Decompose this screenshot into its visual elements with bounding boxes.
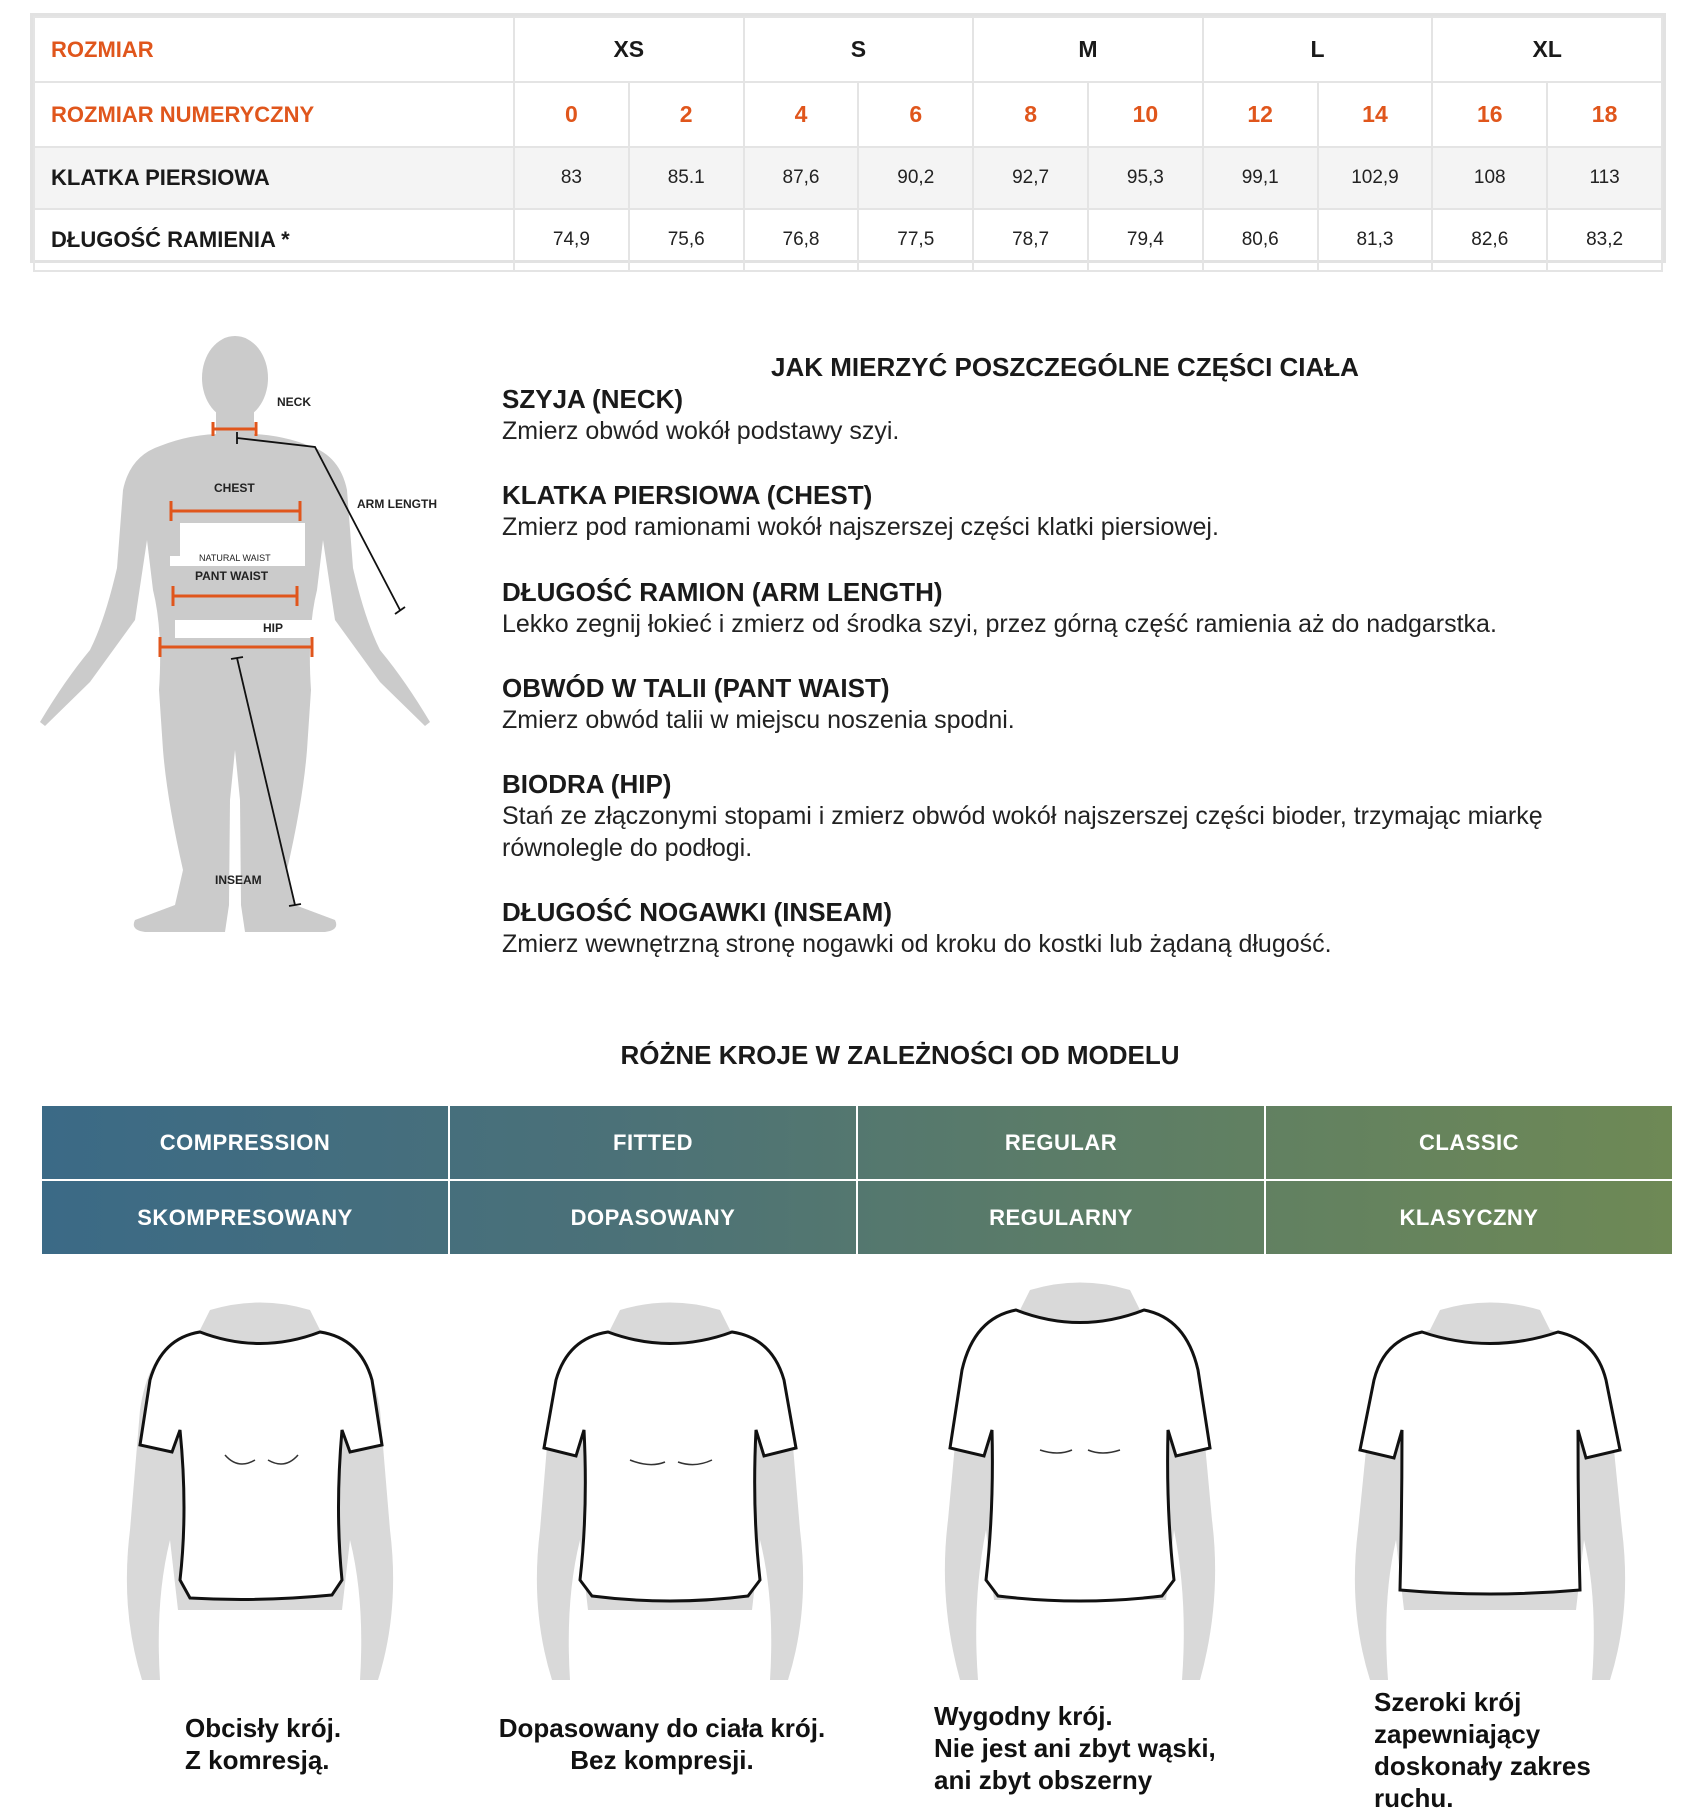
arm-cell: 81,3 (1318, 209, 1433, 271)
instruction-heading: BIODRA (HIP) (502, 769, 672, 799)
inseam-label: INSEAM (215, 873, 262, 887)
arm-cell: 78,7 (973, 209, 1088, 271)
arm-cell: 76,8 (744, 209, 859, 271)
instruction-heading: OBWÓD W TALII (PANT WAIST) (502, 673, 890, 703)
size-s: S (744, 17, 974, 82)
size-table (30, 13, 1666, 263)
chest-cell: 87,6 (744, 147, 859, 209)
chest-cell: 113 (1547, 147, 1662, 209)
numeric-cell: 2 (629, 82, 744, 147)
instruction-text: Zmierz obwód talii w miejscu noszenia spodni. (502, 706, 1015, 734)
chest-cell: 95,3 (1088, 147, 1203, 209)
numeric-cell: 10 (1088, 82, 1203, 147)
caption-line: Dopasowany do ciała krój. (498, 1713, 826, 1743)
size-xl: XL (1432, 17, 1662, 82)
instruction-heading: SZYJA (NECK) (502, 384, 684, 414)
size-l: L (1203, 17, 1433, 82)
arm-cell: 75,6 (629, 209, 744, 271)
hip-label: HIP (263, 621, 284, 635)
instruction-text: Lekko zegnij łokieć i zmierz od środka szyi, przez górną część ramienia aż do nadgarstka. (502, 610, 1497, 638)
chest-row (34, 147, 1662, 209)
arm-length-label: ARM LENGTH (357, 497, 437, 511)
regular-shirt-figure (930, 1280, 1230, 1680)
fit-pl-regular: REGULARNY (989, 1204, 1133, 1230)
chest-cell: 83 (514, 147, 629, 209)
caption-classic (1374, 1686, 1591, 1814)
caption-line: zapewniający (1374, 1719, 1541, 1749)
chest-cell: 108 (1432, 147, 1547, 209)
caption-line: Nie jest ani zbyt wąski, (934, 1733, 1216, 1763)
arm-cell: 83,2 (1547, 209, 1662, 271)
size-row (34, 17, 1662, 82)
measure-title: JAK MIERZYĆ POSZCZEGÓLNE CZĘŚCI CIAŁA (771, 352, 1359, 382)
instruction-text: Zmierz wewnętrzną stronę nogawki od kroku do kostki lub żądaną długość. (502, 930, 1332, 958)
numeric-cell: 18 (1547, 82, 1662, 147)
chest-row-label: KLATKA PIERSIOWA (34, 147, 514, 209)
chest-cell: 90,2 (858, 147, 973, 209)
fits-title: RÓŻNE KROJE W ZALEŻNOŚCI OD MODELU (620, 1040, 1180, 1070)
chest-cell: 92,7 (973, 147, 1088, 209)
arm-cell: 82,6 (1432, 209, 1547, 271)
caption-line: Z komresją. (185, 1745, 330, 1775)
numeric-row-label: ROZMIAR NUMERYCZNY (34, 82, 514, 147)
arm-cell: 80,6 (1203, 209, 1318, 271)
instruction-inseam (502, 896, 1662, 960)
instruction-text-cont: równolegle do podłogi. (502, 834, 753, 862)
arm-row-label: DŁUGOŚĆ RAMIENIA * (34, 209, 514, 271)
caption-regular (934, 1700, 1216, 1796)
caption-line: ani zbyt obszerny (934, 1765, 1153, 1795)
arm-row (34, 209, 1662, 271)
caption-line: Szeroki krój (1374, 1687, 1522, 1717)
instruction-neck (502, 383, 1662, 447)
caption-line: Wygodny krój. (934, 1701, 1113, 1731)
caption-compression (185, 1712, 341, 1776)
numeric-cell: 12 (1203, 82, 1318, 147)
body-measure-figure (35, 330, 445, 945)
fits-bar (42, 1106, 1672, 1254)
numeric-cell: 16 (1432, 82, 1547, 147)
size-m: M (973, 17, 1203, 82)
caption-line: Bez kompresji. (570, 1745, 754, 1775)
instruction-heading: KLATKA PIERSIOWA (CHEST) (502, 480, 873, 510)
fit-en-regular: REGULAR (1004, 1129, 1118, 1155)
chest-label: CHEST (214, 481, 255, 495)
fit-en-fitted: FITTED (613, 1129, 693, 1155)
chest-cell: 85.1 (629, 147, 744, 209)
instruction-heading: DŁUGOŚĆ NOGAWKI (INSEAM) (502, 897, 892, 927)
chest-cell: 99,1 (1203, 147, 1318, 209)
numeric-row (34, 82, 1662, 147)
instruction-heading: DŁUGOŚĆ RAMION (ARM LENGTH) (502, 577, 943, 607)
arm-cell: 74,9 (514, 209, 629, 271)
caption-line: doskonały zakres (1374, 1751, 1591, 1781)
instruction-text: Stań ze złączonymi stopami i zmierz obwód wokół najszerszej części bioder, trzymając miarkę (502, 802, 1543, 830)
numeric-cell: 8 (973, 82, 1088, 147)
size-row-label: ROZMIAR (34, 17, 514, 82)
classic-shirt-figure (1340, 1280, 1640, 1680)
caption-fitted (482, 1712, 842, 1776)
fitted-shirt-figure (520, 1280, 820, 1680)
instruction-arm-length (502, 576, 1662, 640)
fit-pl-classic: KLASYCZNY (1399, 1204, 1539, 1230)
pant-waist-label: PANT WAIST (195, 569, 269, 583)
instruction-text: Zmierz obwód wokół podstawy szyi. (502, 417, 900, 445)
neck-label: NECK (277, 395, 312, 409)
arm-cell: 79,4 (1088, 209, 1203, 271)
arm-cell: 77,5 (858, 209, 973, 271)
numeric-cell: 4 (744, 82, 859, 147)
size-xs: XS (514, 17, 744, 82)
fit-en-classic: CLASSIC (1418, 1129, 1520, 1155)
compression-shirt-figure (110, 1280, 410, 1680)
instruction-hip (502, 768, 1662, 864)
instruction-text: Zmierz pod ramionami wokół najszerszej części klatki piersiowej. (502, 513, 1219, 541)
numeric-cell: 0 (514, 82, 629, 147)
fit-en-compression: COMPRESSION (159, 1129, 331, 1155)
numeric-cell: 14 (1318, 82, 1433, 147)
numeric-cell: 6 (858, 82, 973, 147)
fit-pl-fitted: DOPASOWANY (570, 1204, 736, 1230)
instruction-chest (502, 479, 1662, 543)
instruction-pant-waist (502, 672, 1662, 736)
caption-line: ruchu. (1374, 1783, 1454, 1813)
fit-pl-compression: SKOMPRESOWANY (137, 1204, 353, 1230)
natural-waist-label: NATURAL WAIST (199, 553, 271, 563)
chest-cell: 102,9 (1318, 147, 1433, 209)
caption-line: Obcisły krój. (185, 1713, 342, 1743)
